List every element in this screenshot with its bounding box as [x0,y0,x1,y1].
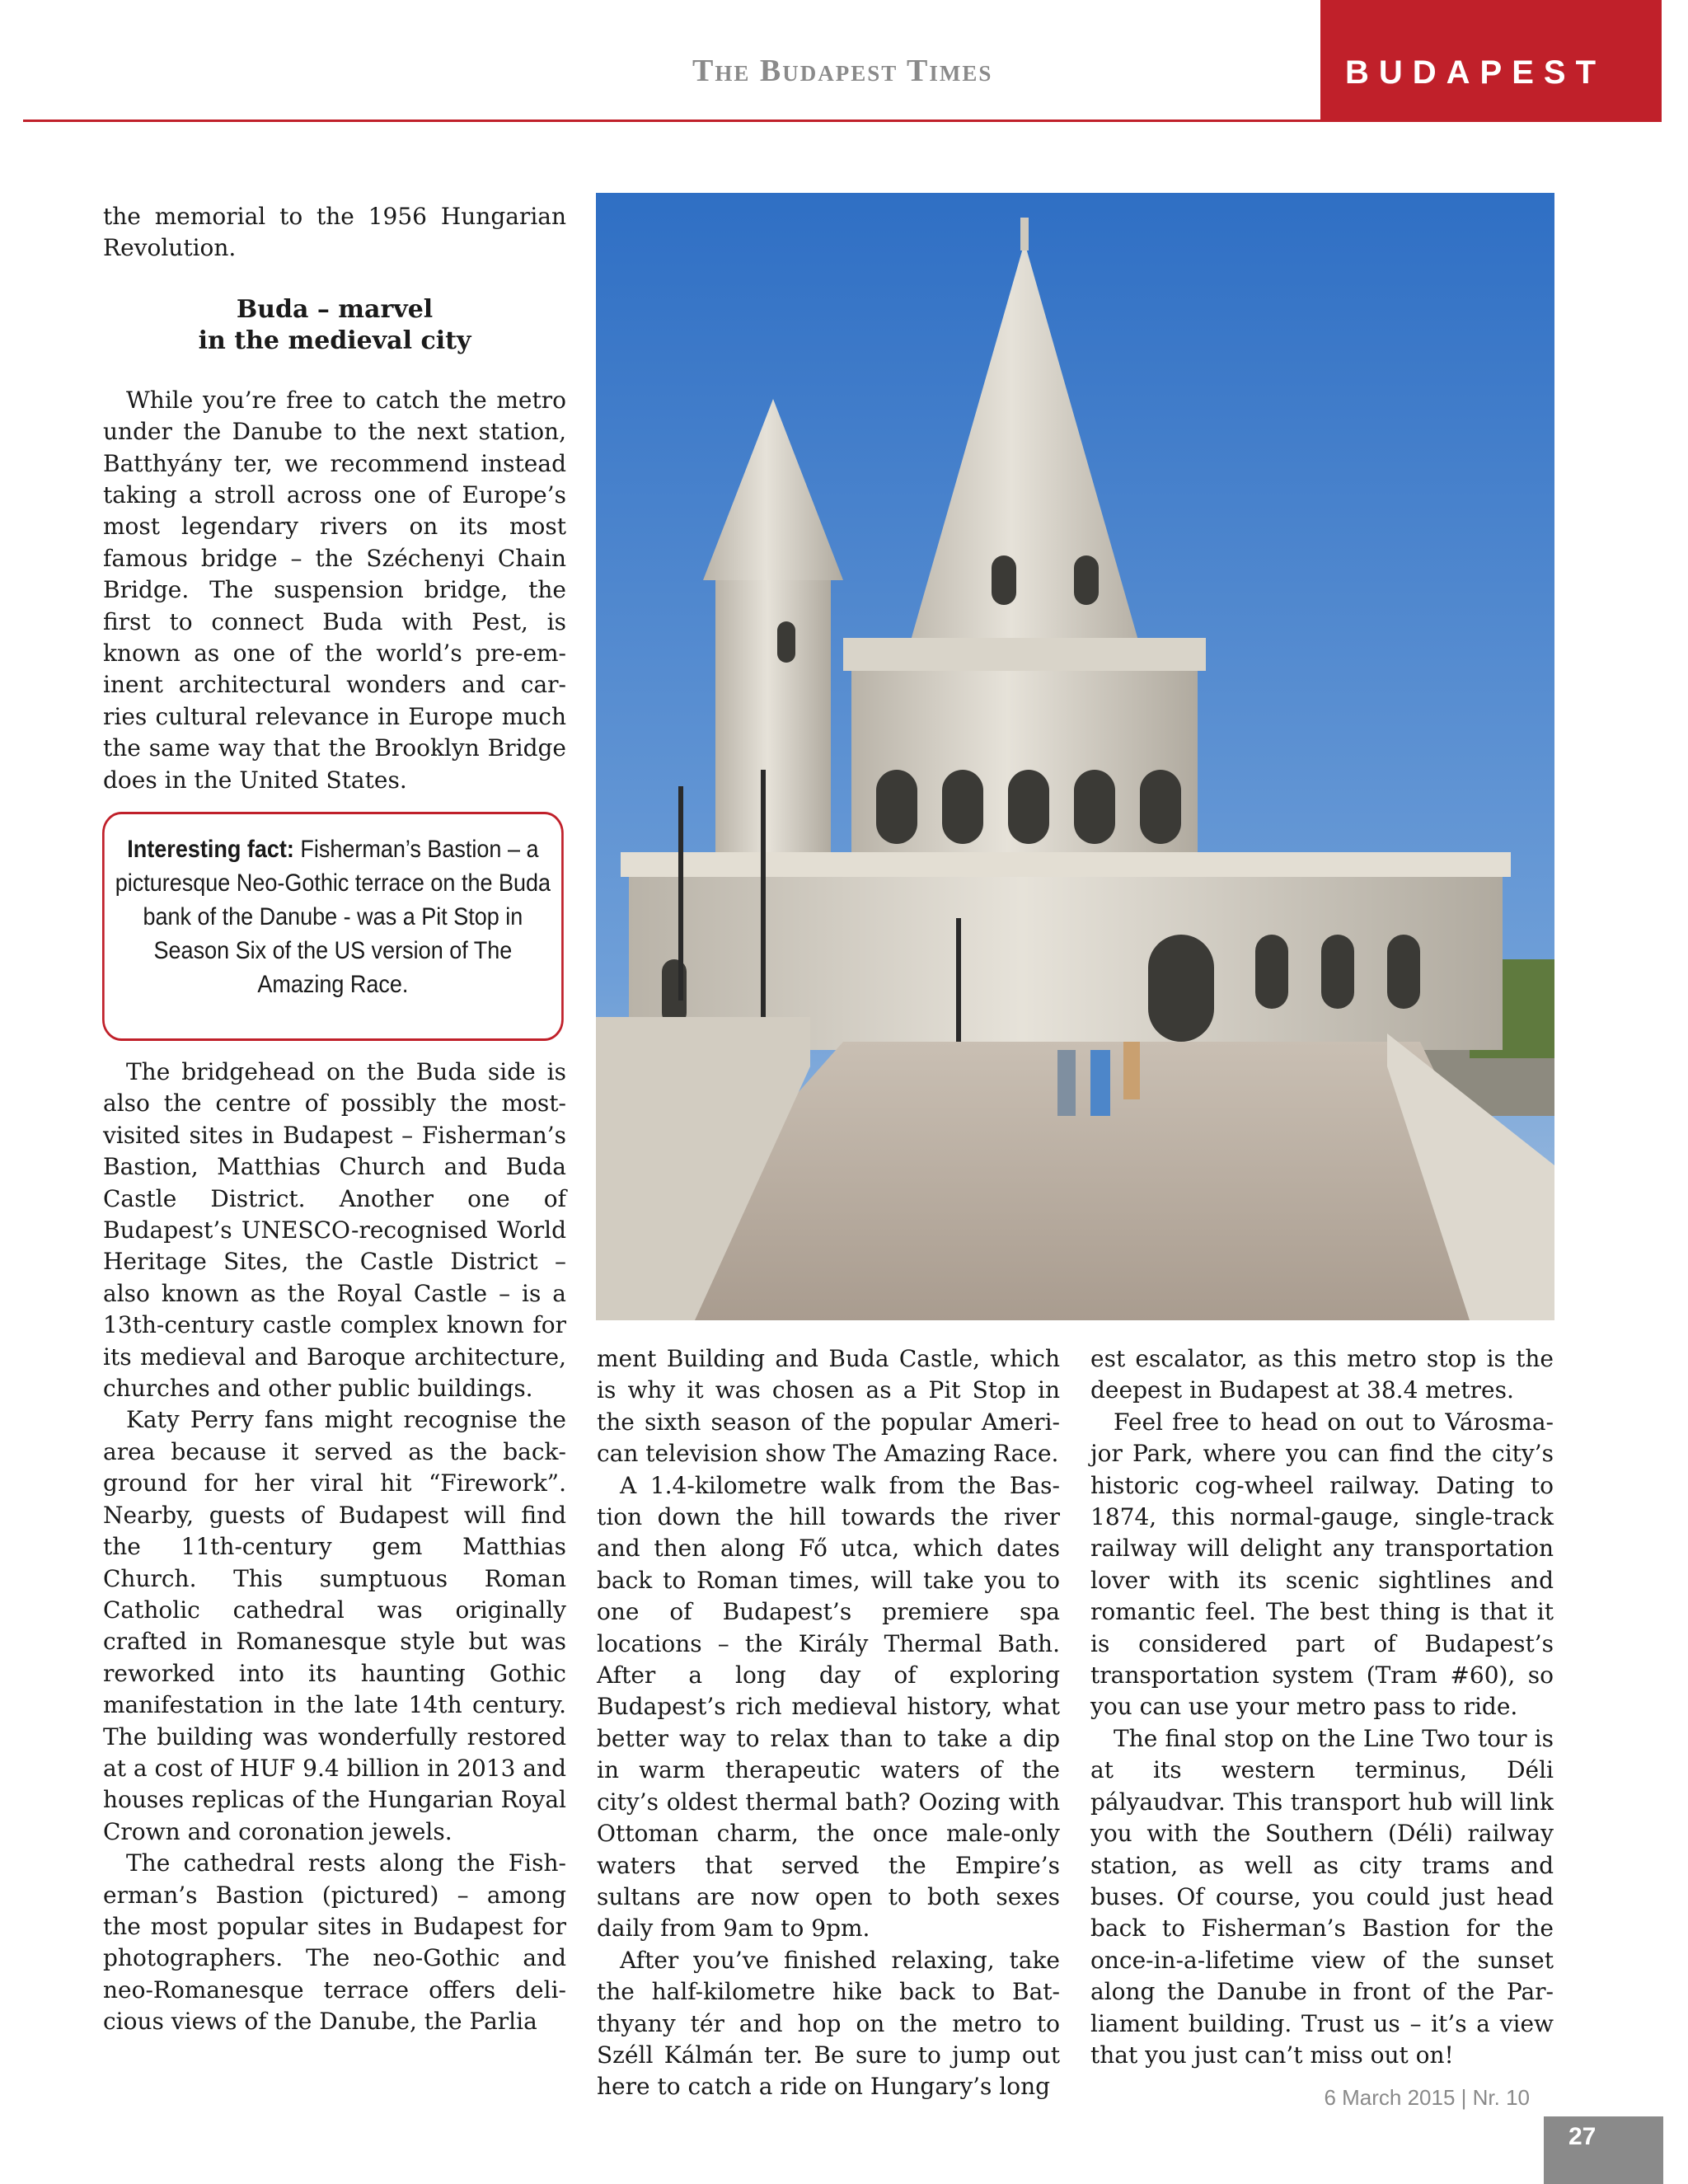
heading-line-1: Buda – marvel [236,294,434,324]
fishermans-bastion-photo [596,193,1554,1320]
paragraph: The bridgehead on the Buda side is also the centre of possibly the most-visited sites in Budapest – Fisherman’s Bastion, Matthias Church and Buda Castle District. Another one of Budapest’s UNESCO-recognised World Heritage Sites, the Castle District – also known as the Royal Castle – is a 13th-century castle complex known for its medieval and Baroque architecture, churches and other public buildings. [103,1058,566,1403]
paragraph: est escalator, as this metro stop is the deepest in Budapest at 38.4 metres. [1090,1345,1554,1404]
page-number-box [1544,2116,1663,2184]
page-number: 27 [1568,2123,1597,2150]
intro-paragraph: the memorial to the 1956 Hungarian Revolution. [103,203,566,262]
interesting-fact-box [102,812,564,1041]
column-1-bottom [103,1057,566,2038]
paragraph: Katy Perry fans might recognise the area because it served as the background for her viral hit “Firework”. Nearby, guests of Budapest will find the 11th-century gem Matthias Church. This sumptuous Roman Catholic cathedral was originally crafted in Romanesque style but was reworked into its haunting Gothic manifestation in the late 14th century. The building was wonderfully restored at a cost of HUF 9.4 billion in 2013 and houses replicas of the Hungarian Royal Crown and coronation jewels. [103,1406,566,1845]
masthead [0,0,1688,122]
paragraph: Feel free to head on out to Városmajor Park, where you can find the city’s historic cog-wheel railway. Dating to 1874, this normal-gauge, single-track railway will delight any transportation lover with its scenic sightlines and romantic feel. The best thing is that it is considered part of Budapest’s transportation system (Tram #60), so you can use your metro pass to ride. [1090,1408,1554,1721]
paragraph: The cathedral rests along the Fisherman’s Bastion (pictured) – among the most popular sites in Budapest for photographers. The neo-Gothic and neo-Romanesque terrace offers delicious views of the Danube, the Parlia [103,1849,566,2036]
paragraph: ment Building and Buda Castle, which is why it was chosen as a Pit Stop in the sixth season of the popular American television show The Amazing Race. [597,1345,1060,1468]
paragraph: A 1.4-kilometre walk from the Bastion down the hill towards the river and then along Fő utca, which dates back to Roman times, will take you to one of Budapest’s premiere spa locations – the Király Thermal Bath. After a long day of exploring Budapest’s rich medieval history, what better way to relax than to take a dip in warm therapeutic waters of the city’s oldest thermal bath? Oozing with Ottoman charm, the once male-only waters that served the Empire’s sultans are now open to both sexes daily from 9am to 9pm. [597,1471,1060,1943]
section-label: BUDAPEST [1345,54,1606,91]
column-1-top [103,201,566,796]
fact-label: Interesting fact: [127,836,294,863]
column-2 [597,1343,1060,2103]
section-tab [1320,0,1662,120]
heading-line-2: in the medieval city [198,326,471,355]
issue-date: 6 March 2015 | Nr. 10 [1324,2085,1530,2110]
paragraph: The final stop on the Line Two tour is at its western terminus, Déli pályaudvar. This transport hub will link you with the Southern (Déli) railway station, as well as city trams and buses. Of course, you could just head back to Fisherman’s Bastion for the once-in-a-lifetime view of the sunset along the Danube in front of the Parliament building. Trust us – it’s a view that you just can’t miss out on! [1090,1724,1554,2069]
header-rule [23,120,1662,122]
column-3 [1090,1343,1554,2071]
paragraph: After you’ve finished relaxing, take the half-kilometre hike back to Batthyany tér and hop on the metro to Széll Kálmán ter. Be sure to jump out here to catch a ride on Hungary’s long [597,1946,1060,2101]
fact-text: Fisherman’s Bastion – a picturesque Neo-Gothic terrace on the Buda bank of the Danube - was a Pit Stop in Season Six of the US version of The Amazing Race. [115,836,551,998]
publication-title: The Budapest Times [692,54,993,88]
section-heading [103,294,566,357]
paragraph: While you’re free to catch the metro under the Danube to the next station, Batthyány ter, we recommend instead taking a stroll across one of Europe’s most legendary rivers on its most famous bridge – the Széchenyi Chain Bridge. The suspension bridge, the first to connect Buda with Pest, is known as one of the world’s pre-eminent architectural wonders and carries cultural relevance in Europe much the same way that the Brooklyn Bridge does in the United States. [103,386,566,794]
